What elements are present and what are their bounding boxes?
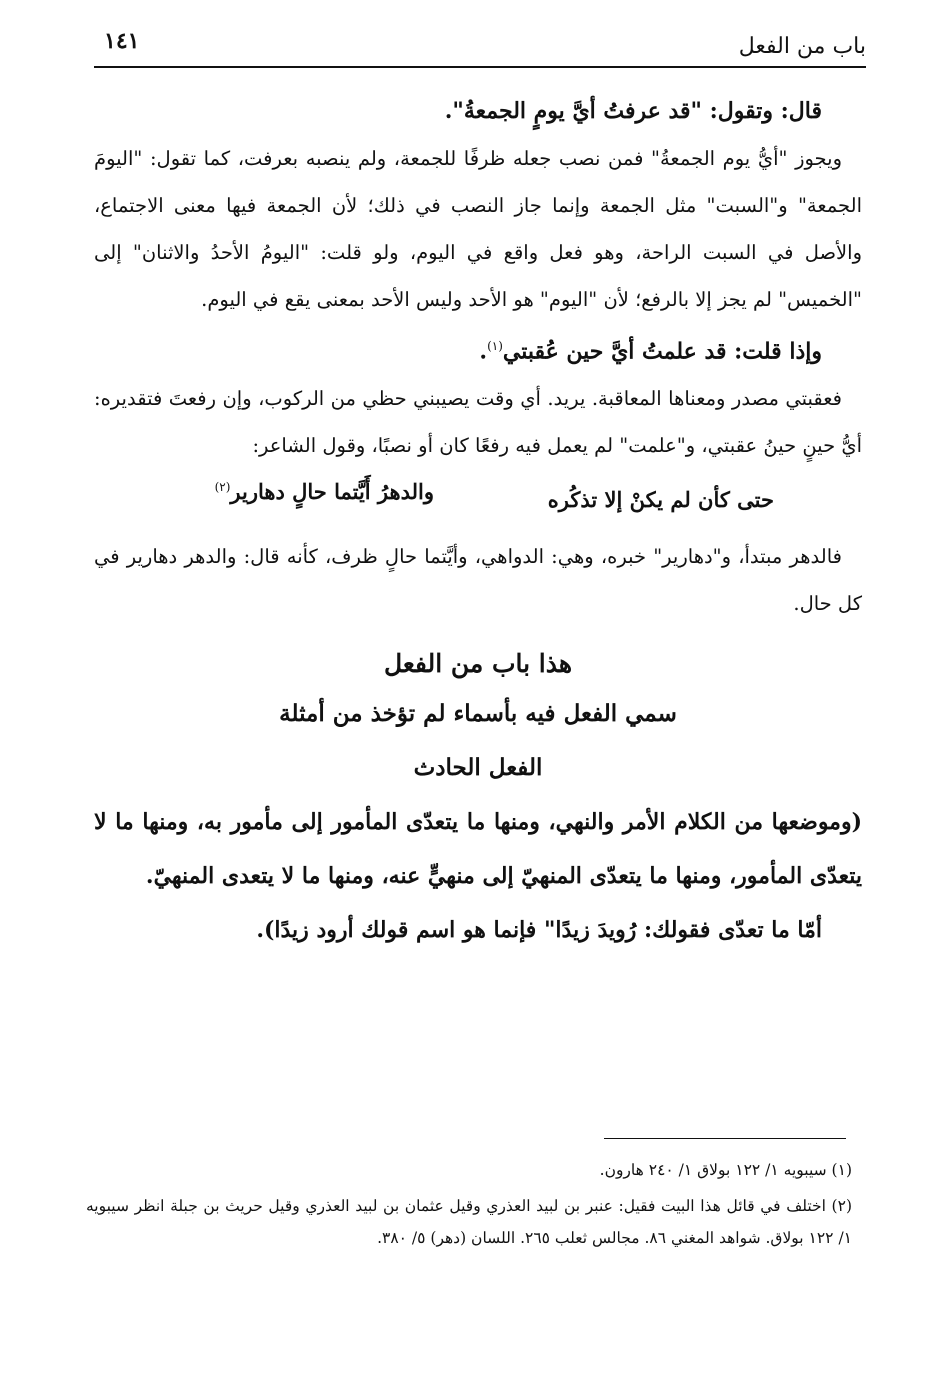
verse-second-hemistich-text: والدهرُ أَيَّتما حالٍ دهارير	[230, 479, 434, 505]
footnote-ref-1: (١)	[487, 339, 503, 353]
paragraph-ruwayd: أمّا ما تعدّى فقولك: رُويدَ زيدًا" فإنما هو اسم قولك أرود زيدًا).	[256, 917, 822, 944]
running-title: باب من الفعل	[738, 34, 866, 59]
footnote-2: (٢) اختلف في قائل هذا البيت فقيل: عنبر بن لبيد العذري وقيل عثمان بن لبيد العذري وقيل حريث بن جبلة انظر سيبويه ١/ ١٢٢ بولاق. شواهد المغني ٨٦. مجالس ثعلب ٢٦٥. اللسان (دهر) ٥/ ٣٨٠.	[86, 1197, 852, 1247]
poetry-verse	[94, 469, 862, 533]
header-rule	[94, 66, 866, 68]
paragraph-amr-nahy: (وموضعها من الكلام الأمر والنهي، ومنها ما يتعدّى المأمور إلى مأمور به، ومنها ما لا يتعدّى المأمور، ومنها ما يتعدّى المنهيّ إلى منهيٍّ عنه، ومنها ما لا يتعدى المنهيّ.	[94, 809, 862, 890]
chapter-title: هذا باب من الفعل	[383, 649, 573, 679]
footnote-ref-2: (٢)	[214, 480, 231, 495]
paragraph-dahr: فالدهر مبتدأ، و"دهارير" خبره، وهي: الدواهي، وأيَّتما حالٍ ظرف، كأنه قال: والدهر دهارير في كل حال.	[94, 545, 862, 616]
footnotes	[86, 1154, 852, 1258]
footnote-1: (١) سيبويه ١/ ١٢٢ بولاق ١/ ٢٤٠ هارون.	[599, 1161, 852, 1179]
paragraph-uqbati: فعقبتي مصدر ومعناها المعاقبة. يريد. أي وقت يصيبني حظي من الركوب، وإن رفعتَ فتقديره: أيُّ حينٍ حينُ عقبتي، و"علمت" لم يعمل فيه رفعًا كان أو نصبًا، وقول الشاعر:	[94, 387, 862, 458]
main-text	[94, 88, 862, 957]
chapter-subtitle-2: الفعل الحادث	[413, 754, 543, 782]
verse-first-hemistich: حتى كأن لم يكنْ إلا تذكُره	[547, 487, 774, 513]
chapter-subtitle-1: سمي الفعل فيه بأسماء لم تؤخذ من أمثلة	[279, 700, 677, 728]
example-sentence-2: وإذا قلت: قد علمتُ أيَّ حين عُقبتي$^{(١)}$.	[479, 338, 822, 365]
example-sentence-1: قال: وتقول: "قد عرفتُ أيَّ يومٍ الجمعةُ".	[444, 98, 822, 124]
footnote-rule	[604, 1138, 846, 1139]
page-header	[94, 22, 866, 66]
verse-second-hemistich	[215, 479, 434, 504]
example-sentence-2-text: وإذا قلت: قد علمتُ أيَّ حين عُقبتي	[502, 338, 822, 365]
paragraph-jumua: ويجوز "أيُّ يوم الجمعةُ" فمن نصب جعله ظرفًا للجمعة، ولم ينصبه بعرفت، كما تقول: "اليومَ الجمعة" و"السبت" مثل الجمعة وإنما جاز النصب في ذلك؛ لأن الجمعة فيها معنى الاجتماع، والأصل في السبت الراحة، وهو فعل واقع في اليوم، ولو قلت: "اليومُ الأحدُ والاثنان" إلى "الخميس" لم يجز إلا بالرفع؛ لأن "اليوم" هو الأحد وليس الأحد بمعنى يقع في اليوم.	[94, 147, 862, 311]
page-number: ١٤١	[104, 28, 140, 54]
